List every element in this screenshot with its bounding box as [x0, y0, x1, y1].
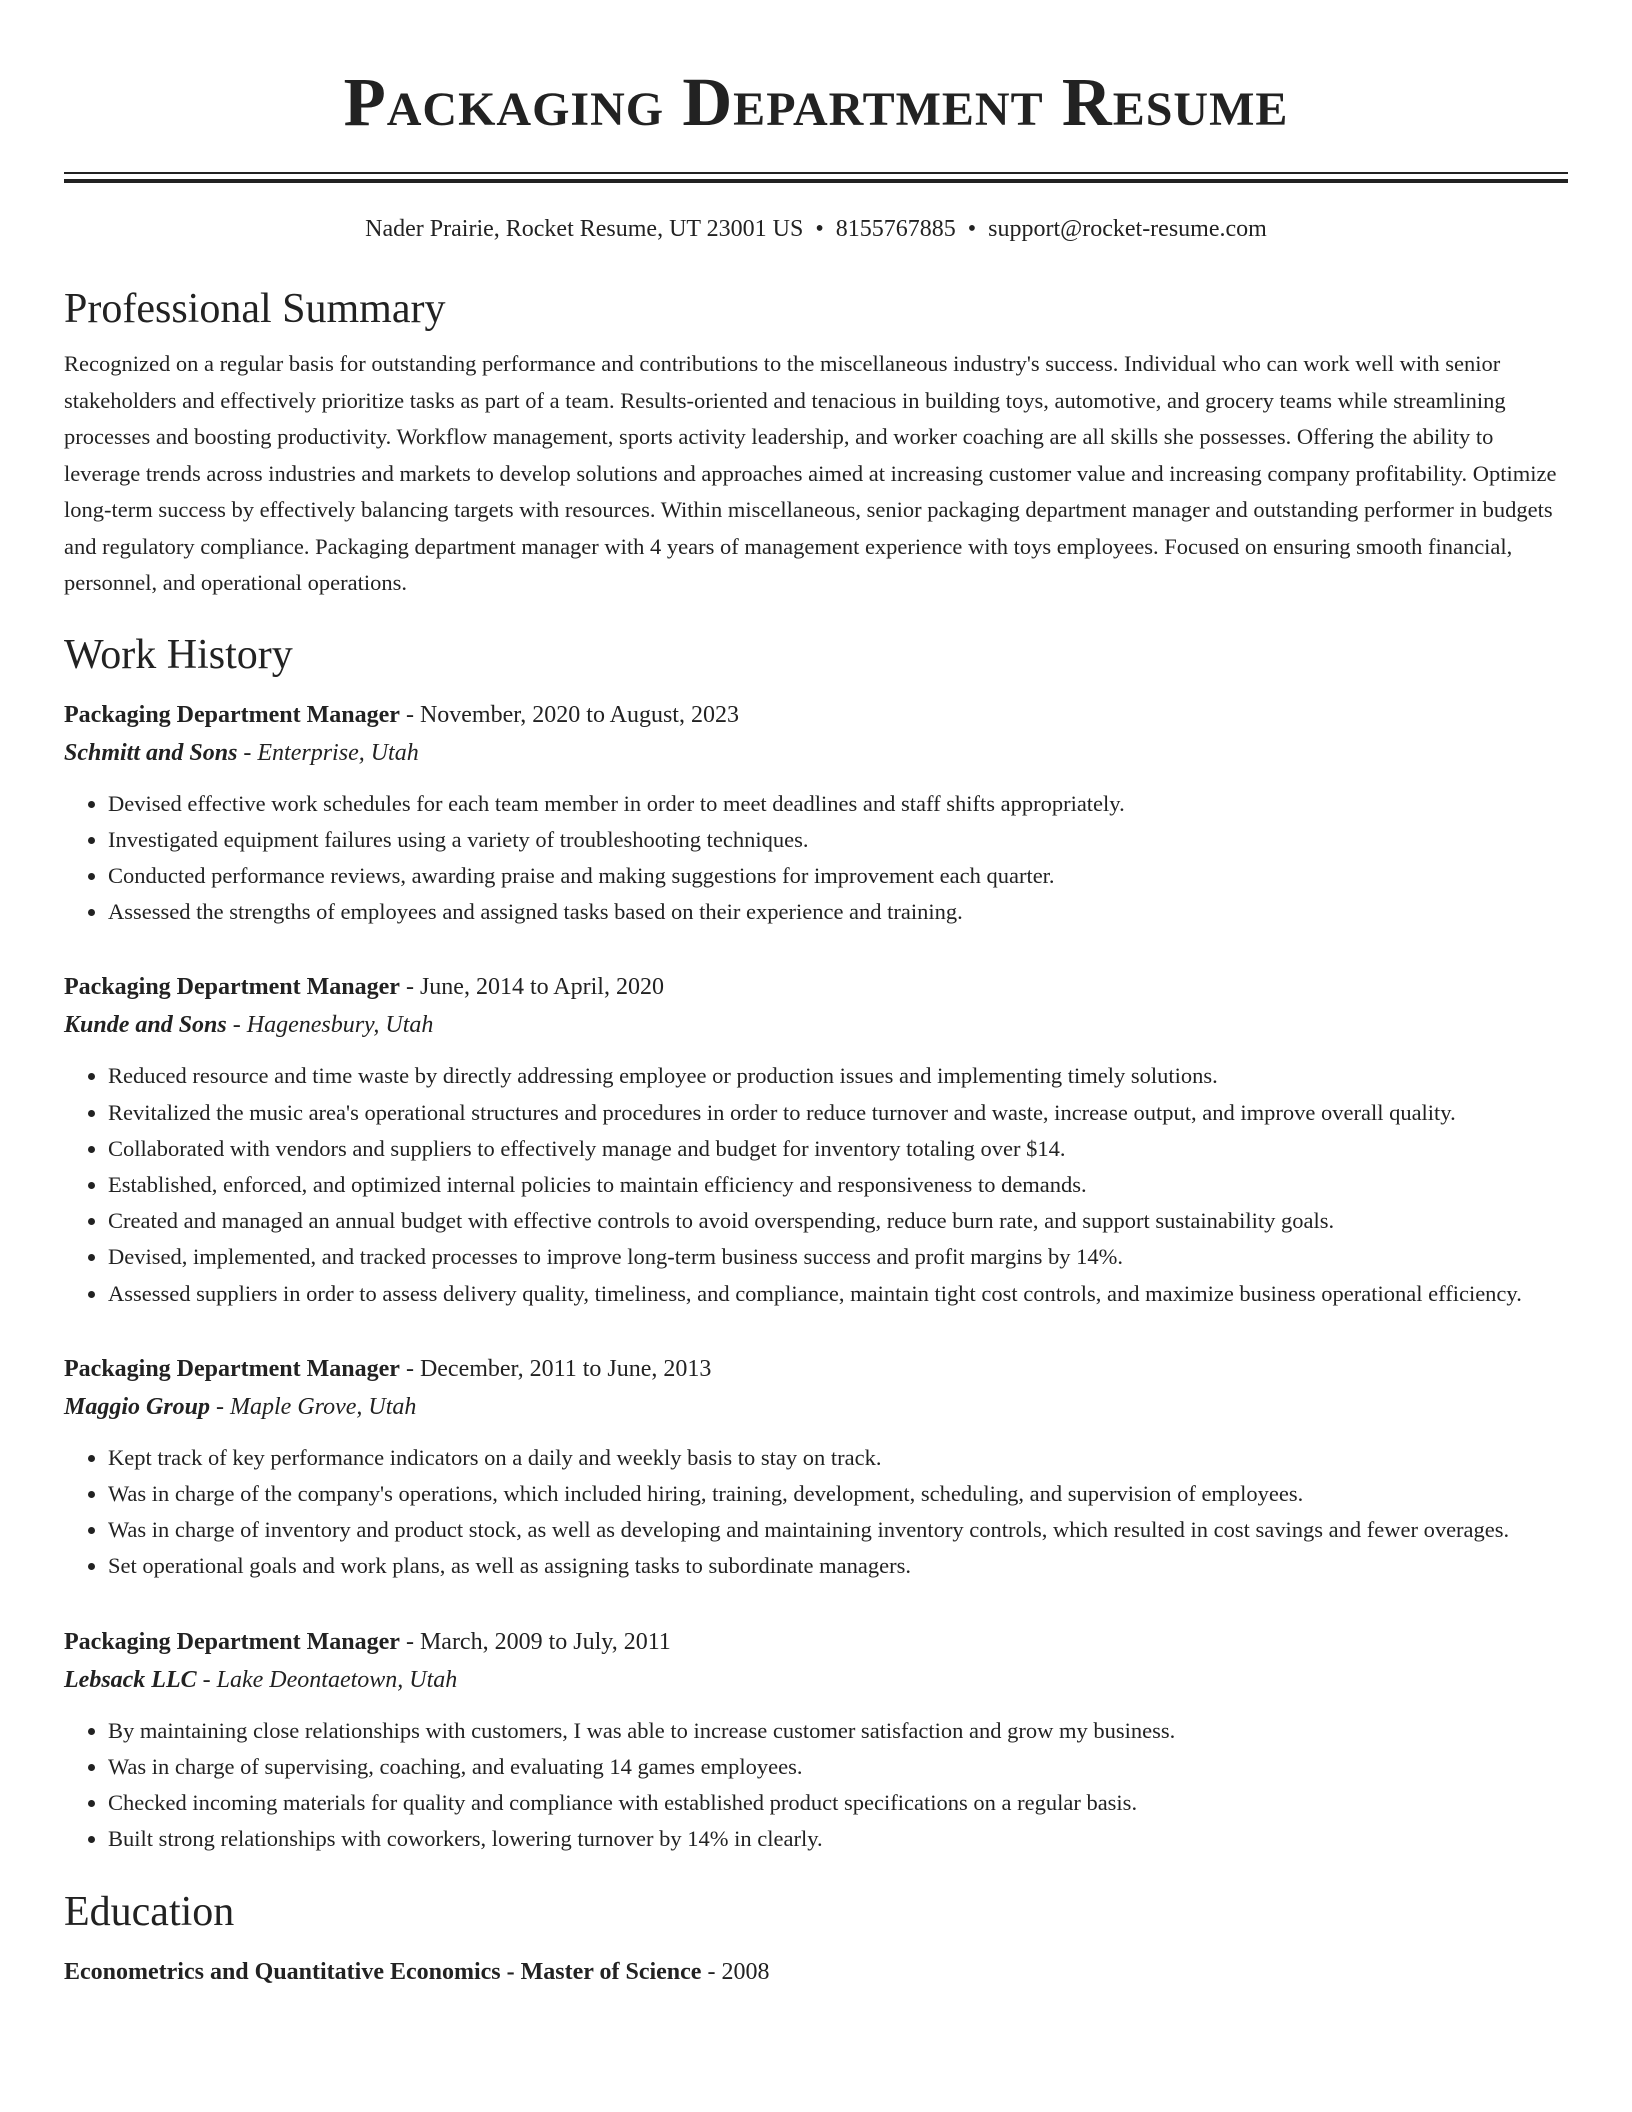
- company-location: - Lake Deontaetown, Utah: [196, 1666, 458, 1693]
- job-bullets: [64, 786, 1568, 931]
- job-bullet: • Was in charge of the company's operations, which included hiring, training, development, scheduling, and supervision of employees.: [108, 1476, 1568, 1512]
- contact-separator: •: [967, 216, 977, 242]
- job-bullet: • Devised, implemented, and tracked processes to improve long-term business success and profit margins by 14%.: [108, 1239, 1568, 1275]
- summary-text: Recognized on a regular basis for outstanding performance and contributions to the miscellaneous industry's success. Individual who can work well with senior stakeholders and effectively prioritize tasks as part of a team. Results-oriented and tenacious in building toys, automotive, and grocery teams while streamlining processes and boosting productivity. Workflow management, sports activity leadership, and worker coaching are all skills she possesses. Offering the ability to leverage trends across industries and markets to develop solutions and approaches aimed at increasing customer value and increasing company profitability. Optimize long-term success by effectively balancing targets with resources. Within miscellaneous, senior packaging department manager and outstanding performer in budgets and regulatory compliance. Packaging department manager with 4 years of management experience with toys employees. Focused on ensuring smooth financial, personnel, and operational operations.: [64, 351, 1557, 595]
- company-line: [64, 1388, 1568, 1426]
- company-line: [64, 734, 1568, 772]
- job-bullet: • Kept track of key performance indicators on a daily and weekly basis to stay on track.: [108, 1440, 1568, 1476]
- job-bullet: • Set operational goals and work plans, as well as assigning tasks to subordinate managers.: [108, 1548, 1568, 1584]
- company-name: Kunde and Sons: [64, 1012, 227, 1039]
- contact-address: Nader Prairie, Rocket Resume, UT 23001 US: [365, 216, 804, 242]
- job-bullet: • By maintaining close relationships with customers, I was able to increase customer satisfaction and grow my business.: [108, 1713, 1568, 1749]
- job-bullet: • Established, enforced, and optimized internal policies to maintain efficiency and responsiveness to demands.: [108, 1167, 1568, 1203]
- education-list: [64, 1953, 1568, 1991]
- title-divider: [64, 172, 1568, 183]
- job-bullet: • Created and managed an annual budget with effective controls to avoid overspending, reduce burn rate, and support sustainability goals.: [108, 1203, 1568, 1239]
- work-history-heading: Work History: [64, 631, 293, 678]
- company-name: Lebsack LLC: [64, 1666, 197, 1693]
- education-heading: Education: [64, 1889, 235, 1936]
- job-bullets: [64, 1058, 1568, 1311]
- job-bullets: [64, 1440, 1568, 1585]
- company-location: - Hagenesbury, Utah: [226, 1012, 434, 1039]
- job-bullets: [64, 1713, 1568, 1858]
- contact-line: [64, 212, 1568, 246]
- education-entry: [64, 1953, 1568, 1991]
- job-title: Packaging Department Manager: [64, 1628, 400, 1655]
- job-bullet: • Was in charge of inventory and product stock, as well as developing and maintaining inventory controls, which resulted in cost savings and fewer overages.: [108, 1512, 1568, 1548]
- work-history-list: [64, 696, 1568, 1858]
- job-title: Packaging Department Manager: [64, 1355, 400, 1382]
- summary-heading: Professional Summary: [64, 286, 446, 332]
- job-bullet: • Assessed suppliers in order to assess delivery quality, timeliness, and compliance, maintain tight cost controls, and maximize business operational efficiency.: [108, 1276, 1568, 1312]
- job-bullet: • Investigated equipment failures using a variety of troubleshooting techniques.: [108, 822, 1568, 858]
- job-entry: [64, 696, 1568, 931]
- resume-page: [64, 0, 1568, 1991]
- job-title-line: [64, 1623, 1568, 1661]
- job-entry: [64, 1350, 1568, 1585]
- job-title-line: [64, 696, 1568, 734]
- job-dates: - November, 2020 to August, 2023: [399, 701, 739, 728]
- company-location: - Enterprise, Utah: [237, 739, 419, 766]
- job-title-line: [64, 1350, 1568, 1388]
- job-bullet: • Assessed the strengths of employees and assigned tasks based on their experience and training.: [108, 894, 1568, 930]
- company-line: [64, 1006, 1568, 1044]
- contact-phone: 8155767885: [835, 216, 956, 242]
- job-bullet: • Collaborated with vendors and suppliers to effectively manage and budget for inventory totaling over $14.: [108, 1131, 1568, 1167]
- contact-email[interactable]: support@rocket-resume.com: [988, 216, 1267, 242]
- job-bullet: • Checked incoming materials for quality and compliance with established product specifications on a regular basis.: [108, 1785, 1568, 1821]
- job-bullet: • Conducted performance reviews, awarding praise and making suggestions for improvement each quarter.: [108, 858, 1568, 894]
- job-bullet: • Reduced resource and time waste by directly addressing employee or production issues and implementing timely solutions.: [108, 1058, 1568, 1094]
- job-title: Packaging Department Manager: [64, 974, 400, 1001]
- company-location: - Maple Grove, Utah: [210, 1393, 417, 1420]
- job-bullet: • Devised effective work schedules for each team member in order to meet deadlines and staff shifts appropriately.: [108, 786, 1568, 822]
- job-title-line: [64, 968, 1568, 1006]
- job-dates: - December, 2011 to June, 2013: [399, 1355, 712, 1382]
- job-bullet: • Built strong relationships with coworkers, lowering turnover by 14% in clearly.: [108, 1821, 1568, 1857]
- education-degree: Econometrics and Quantitative Economics - Master of Science: [64, 1959, 702, 1986]
- job-dates: - March, 2009 to July, 2011: [399, 1628, 671, 1655]
- education-year: - 2008: [701, 1959, 770, 1986]
- company-line: [64, 1661, 1568, 1699]
- job-title: Packaging Department Manager: [64, 701, 400, 728]
- job-entry: [64, 1623, 1568, 1858]
- job-entry: [64, 968, 1568, 1311]
- job-bullet: • Was in charge of supervising, coaching, and evaluating 14 games employees.: [108, 1749, 1568, 1785]
- resume-title: Packaging Department Resume: [343, 64, 1289, 140]
- company-name: Maggio Group: [64, 1393, 211, 1420]
- contact-separator: •: [815, 216, 824, 242]
- job-bullet: • Revitalized the music area's operational structures and procedures in order to reduce turnover and waste, increase output, and improve overall quality.: [108, 1095, 1568, 1131]
- company-name: Schmitt and Sons: [64, 739, 238, 766]
- job-dates: - June, 2014 to April, 2020: [399, 974, 664, 1001]
